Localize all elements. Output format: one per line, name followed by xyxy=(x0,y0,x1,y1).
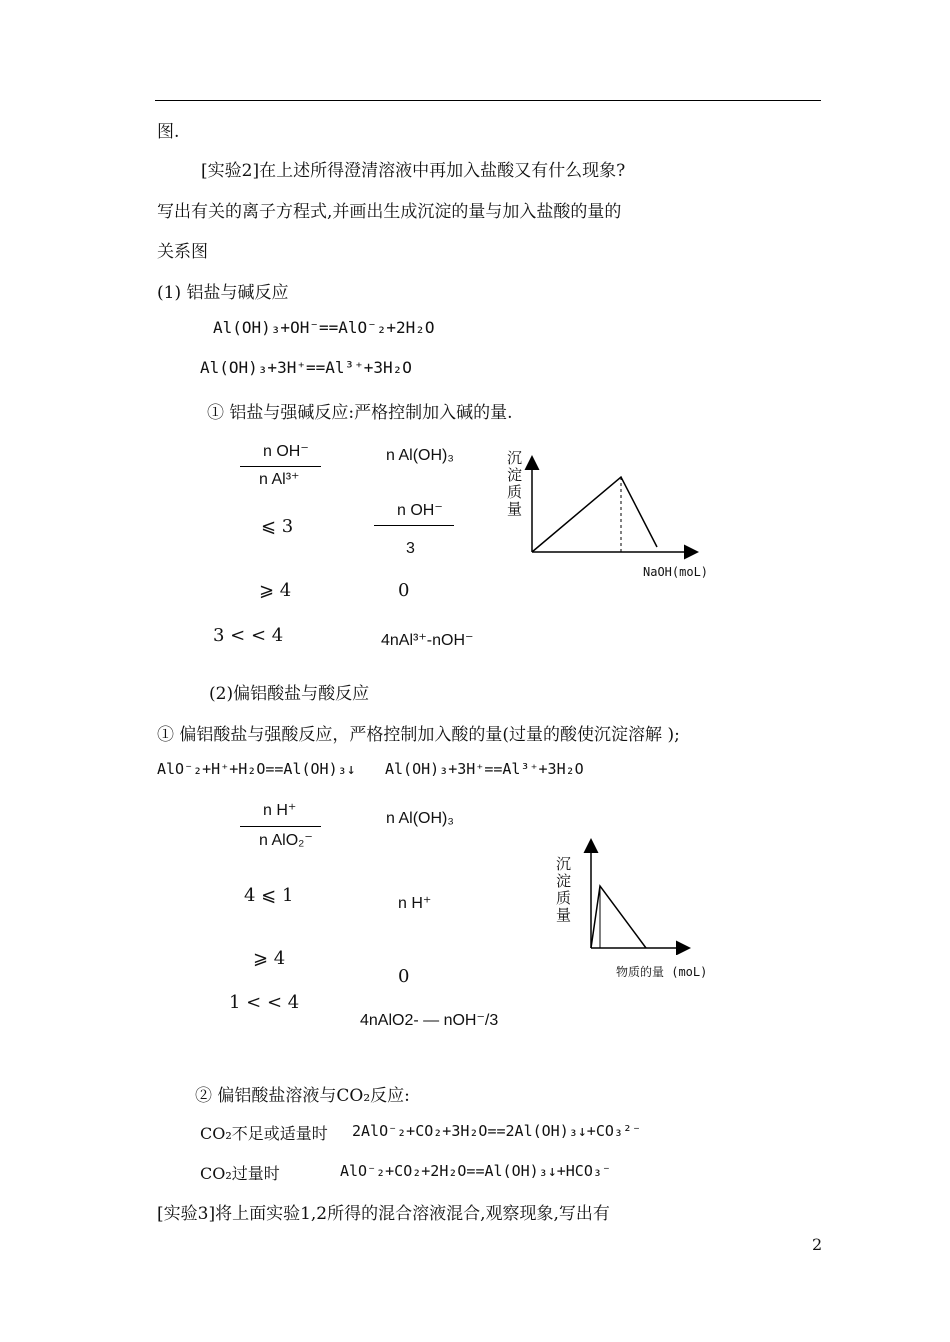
ratio-denominator: n Al³⁺ xyxy=(259,471,300,488)
value-row1-numerator: n OH⁻ xyxy=(397,502,443,519)
precipitate-curve xyxy=(591,886,646,948)
experiment3-line: [实验3]将上面实验1,2所得的混合溶液混合,观察现象,写出有 xyxy=(157,1204,610,1224)
fraction-bar xyxy=(374,525,454,526)
equation-1: Al(OH)₃+OH⁻==AlO⁻₂+2H₂O xyxy=(213,318,435,337)
condition2-row1: 4 ⩽ 1 xyxy=(244,885,294,906)
experiment2-line2: 写出有关的离子方程式,并画出生成沉淀的量与加入盐酸的量的 xyxy=(157,202,622,222)
condition-row3: 3 < < 4 xyxy=(213,625,284,646)
section1-subtitle: ① 铝盐与强碱反应:严格控制加入碱的量. xyxy=(207,403,513,423)
fraction-bar xyxy=(240,466,321,467)
header-rule xyxy=(155,100,821,101)
section2-title: (2)偏铝酸盐与酸反应 xyxy=(209,684,370,704)
fraction-bar xyxy=(240,826,321,827)
experiment2-line3: 关系图 xyxy=(157,242,208,262)
value2-row1: n H⁺ xyxy=(398,895,432,912)
ratio2-numerator: n H⁺ xyxy=(263,802,297,819)
condition-row2: ⩾ 4 xyxy=(259,580,292,601)
precipitate-vs-acid-chart xyxy=(560,835,700,955)
co2-excess-equation: AlO⁻₂+CO₂+2H₂O==Al(OH)₃↓+HCO₃⁻ xyxy=(340,1162,611,1180)
header-fragment: 图. xyxy=(157,122,180,142)
chart1-x-label: NaOH(moL) xyxy=(643,565,709,579)
condition-row1: ⩽ 3 xyxy=(261,516,294,537)
co2-insufficient-equation: 2AlO⁻₂+CO₂+3H₂O==2Al(OH)₃↓+CO₃²⁻ xyxy=(352,1122,641,1140)
value-row2: 0 xyxy=(398,580,410,601)
section1-title: (1) 铝盐与碱反应 xyxy=(157,283,289,303)
experiment2-line1: [实验2]在上述所得澄清溶液中再加入盐酸又有什么现象? xyxy=(201,161,626,181)
ratio-numerator: n OH⁻ xyxy=(263,443,309,460)
equation-2: Al(OH)₃+3H⁺==Al³⁺+3H₂O xyxy=(200,358,412,377)
chart2-y-label: 沉 淀 质 量 xyxy=(556,855,572,924)
co2-reaction-title: ② 偏铝酸盐溶液与CO₂反应: xyxy=(195,1086,410,1106)
value-row3: 4nAl³⁺-nOH⁻ xyxy=(381,632,474,649)
condition2-row3: 1 < < 4 xyxy=(229,992,300,1013)
aloh3-amount-header: n Al(OH)₃ xyxy=(386,447,454,464)
aloh3-amount-header-2: n Al(OH)₃ xyxy=(386,810,454,827)
page-number: 2 xyxy=(812,1235,823,1254)
value-row1-denominator: 3 xyxy=(406,540,415,557)
value2-row3: 4nAlO2- — nOH⁻/3 xyxy=(360,1012,499,1029)
co2-insufficient-label: CO₂不足或适量时 xyxy=(200,1124,328,1143)
co2-excess-label: CO₂过量时 xyxy=(200,1164,280,1183)
section2-subtitle: ① 偏铝酸盐与强酸反应，严格控制加入酸的量(过量的酸使沉淀溶解 ); xyxy=(157,725,680,745)
equation-4: Al(OH)₃+3H⁺==Al³⁺+3H₂O xyxy=(385,760,584,778)
chart2-x-label: 物质的量 (moL) xyxy=(616,965,708,979)
condition2-row2: ⩾ 4 xyxy=(253,948,286,969)
precipitate-curve xyxy=(532,477,657,552)
value2-row2: 0 xyxy=(398,966,410,987)
ratio2-denominator: n AlO₂⁻ xyxy=(259,832,313,849)
equation-3: AlO⁻₂+H⁺+H₂O==Al(OH)₃↓ xyxy=(157,760,356,778)
chart1-y-label: 沉 淀 质 量 xyxy=(507,449,523,518)
